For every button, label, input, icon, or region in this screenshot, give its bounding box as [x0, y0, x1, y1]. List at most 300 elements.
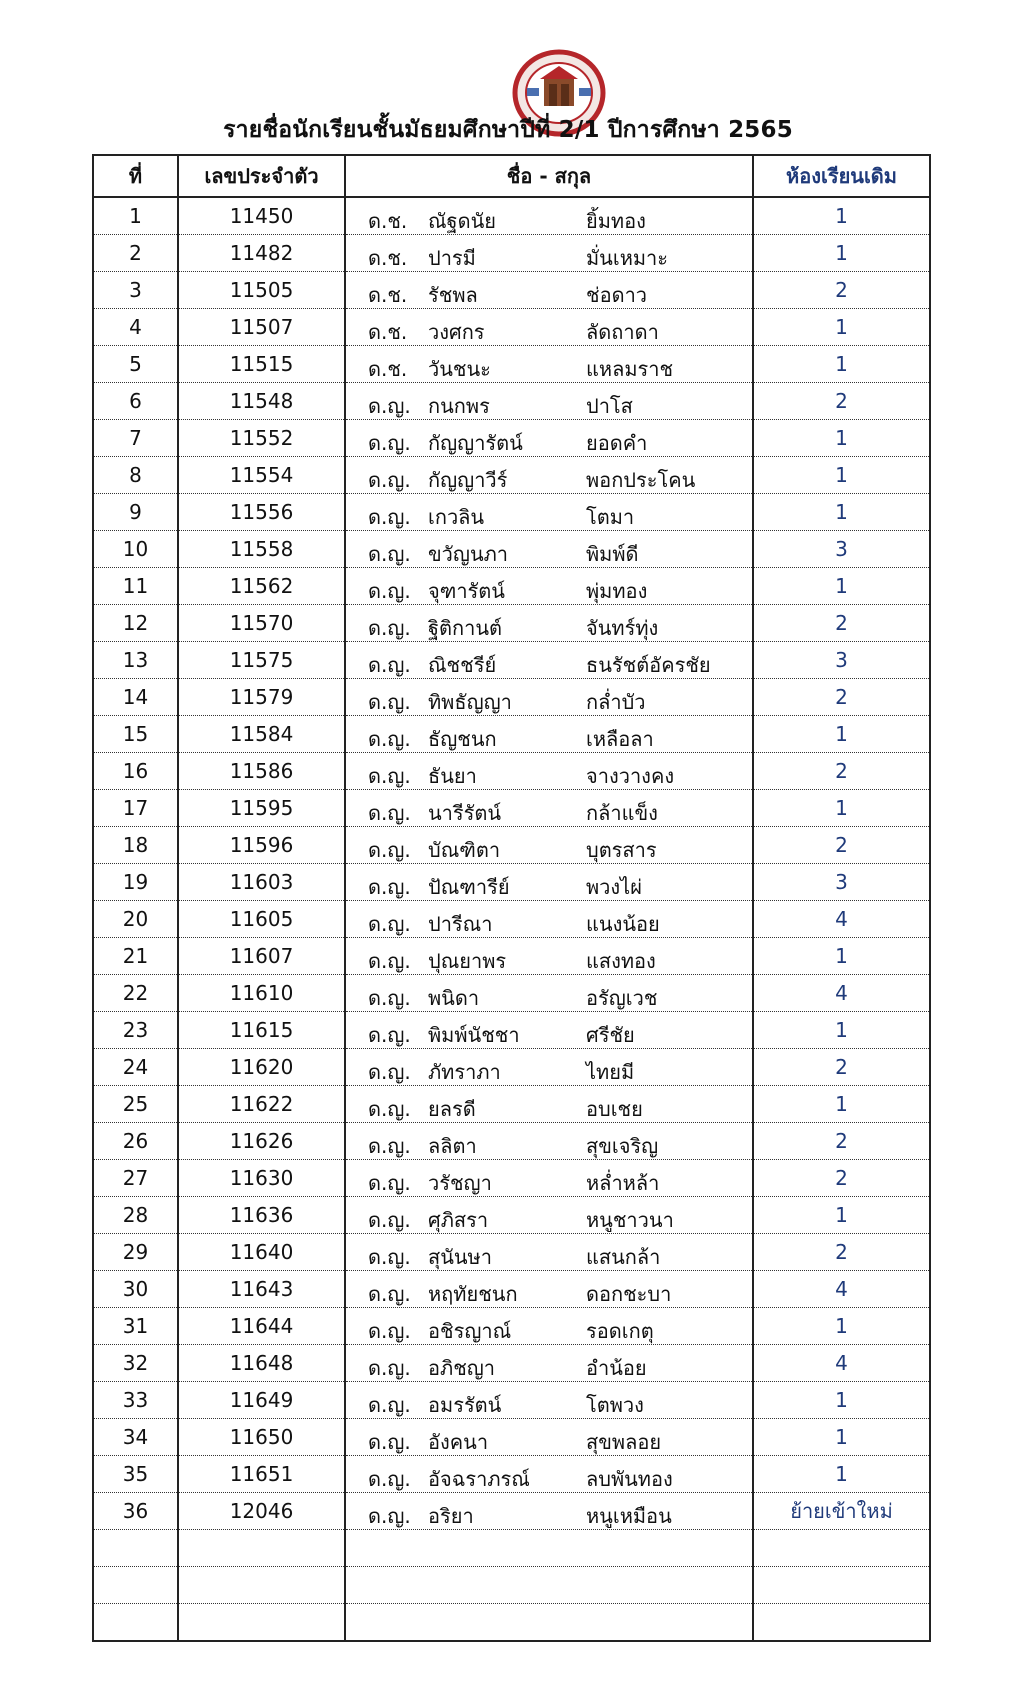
- table-row: [93, 1308, 930, 1345]
- empty-row: [93, 1567, 930, 1604]
- student-id: 11556: [178, 494, 345, 531]
- column-header-name: ชื่อ - สกุล: [345, 155, 753, 197]
- student-name: [345, 1012, 753, 1049]
- table-row: [93, 309, 930, 346]
- name-prefix: ด.ช.: [368, 283, 408, 307]
- last-name: ลัดถาดา: [586, 320, 659, 344]
- first-name: วรัชญา: [428, 1171, 492, 1195]
- name-prefix: ด.ญ.: [368, 949, 411, 973]
- table-row: [93, 1419, 930, 1456]
- student-name: [345, 457, 753, 494]
- student-name: [345, 1197, 753, 1234]
- row-number: 21: [93, 938, 178, 975]
- student-id: 11579: [178, 679, 345, 716]
- student-name: [345, 309, 753, 346]
- first-name: ศุภิสรา: [428, 1208, 489, 1232]
- name-prefix: ด.ช.: [368, 320, 408, 344]
- first-name: ณัฐดนัย: [428, 209, 496, 233]
- table-row: [93, 679, 930, 716]
- last-name: หล่ำหล้า: [586, 1171, 660, 1195]
- name-prefix: ด.ญ.: [368, 394, 411, 418]
- student-id: 11651: [178, 1456, 345, 1493]
- name-prefix: ด.ญ.: [368, 505, 411, 529]
- original-room: 3: [753, 531, 930, 568]
- first-name: ปัณฑารีย์: [428, 875, 510, 899]
- student-name: [345, 346, 753, 383]
- student-name: [345, 1123, 753, 1160]
- first-name: ภัทราภา: [428, 1060, 501, 1084]
- first-name: นารีรัตน์: [428, 801, 502, 825]
- row-number: 28: [93, 1197, 178, 1234]
- last-name: อรัญเวช: [586, 986, 658, 1010]
- student-id: 11548: [178, 383, 345, 420]
- last-name: แสงทอง: [586, 949, 656, 973]
- original-room: 3: [753, 642, 930, 679]
- first-name: อชิรญาณ์: [428, 1319, 512, 1343]
- student-id: 11596: [178, 827, 345, 864]
- student-id: 11607: [178, 938, 345, 975]
- row-number: 33: [93, 1382, 178, 1419]
- name-prefix: ด.ญ.: [368, 542, 411, 566]
- original-room: 1: [753, 346, 930, 383]
- original-room: 1: [753, 1382, 930, 1419]
- student-id: 11640: [178, 1234, 345, 1271]
- last-name: ยิ้มทอง: [586, 209, 646, 233]
- empty-cell: [93, 1567, 178, 1604]
- last-name: รอดเกตุ: [586, 1319, 654, 1343]
- first-name: บัณฑิตา: [428, 838, 501, 862]
- empty-cell: [178, 1530, 345, 1567]
- first-name: กัญญาวีร์: [428, 468, 508, 492]
- row-number: 13: [93, 642, 178, 679]
- first-name: ทิพธัญญา: [428, 690, 512, 714]
- student-id: 11450: [178, 197, 345, 235]
- name-prefix: ด.ช.: [368, 357, 408, 381]
- student-name: [345, 1419, 753, 1456]
- student-id: 11603: [178, 864, 345, 901]
- last-name: สุขพลอย: [586, 1430, 662, 1454]
- last-name: พุ่มทอง: [586, 579, 648, 603]
- row-number: 36: [93, 1493, 178, 1530]
- row-number: 14: [93, 679, 178, 716]
- original-room: 1: [753, 716, 930, 753]
- original-room: 4: [753, 1345, 930, 1382]
- student-id: 11507: [178, 309, 345, 346]
- last-name: เหลือลา: [586, 727, 654, 751]
- first-name: อริยา: [428, 1504, 474, 1528]
- name-prefix: ด.ญ.: [368, 1097, 411, 1121]
- row-number: 7: [93, 420, 178, 457]
- table-row: [93, 975, 930, 1012]
- last-name: โตพวง: [586, 1393, 644, 1417]
- row-number: 1: [93, 197, 178, 235]
- student-id: 11648: [178, 1345, 345, 1382]
- name-prefix: ด.ช.: [368, 246, 408, 270]
- first-name: ธันยา: [428, 764, 477, 788]
- student-name: [345, 1271, 753, 1308]
- table-row: [93, 753, 930, 790]
- column-header-student-id: เลขประจำตัว: [178, 155, 345, 197]
- name-prefix: ด.ญ.: [368, 468, 411, 492]
- last-name: พอกประโคน: [586, 468, 696, 492]
- last-name: อบเชย: [586, 1097, 643, 1121]
- first-name: ยลรดี: [428, 1097, 476, 1121]
- student-id: 11644: [178, 1308, 345, 1345]
- row-number: 5: [93, 346, 178, 383]
- name-prefix: ด.ญ.: [368, 912, 411, 936]
- original-room: ย้ายเข้าใหม่: [753, 1493, 930, 1530]
- student-id: 11610: [178, 975, 345, 1012]
- row-number: 3: [93, 272, 178, 309]
- empty-cell: [93, 1604, 178, 1642]
- student-name: [345, 568, 753, 605]
- name-prefix: ด.ญ.: [368, 875, 411, 899]
- student-id: 11650: [178, 1419, 345, 1456]
- last-name: ปาโส: [586, 394, 633, 418]
- student-id: 11595: [178, 790, 345, 827]
- row-number: 31: [93, 1308, 178, 1345]
- last-name: ยอดคำ: [586, 431, 648, 455]
- original-room: 2: [753, 679, 930, 716]
- first-name: ณิชชรีย์: [428, 653, 497, 677]
- first-name: วงศกร: [428, 320, 485, 344]
- first-name: สุนันษา: [428, 1245, 492, 1269]
- table-row: [93, 383, 930, 420]
- row-number: 29: [93, 1234, 178, 1271]
- table-row: [93, 1493, 930, 1530]
- table-row: [93, 531, 930, 568]
- student-id: 12046: [178, 1493, 345, 1530]
- student-roster-table: [92, 154, 931, 1642]
- row-number: 16: [93, 753, 178, 790]
- first-name: อภิชญา: [428, 1356, 496, 1380]
- student-id: 11575: [178, 642, 345, 679]
- original-room: 2: [753, 383, 930, 420]
- table-row: [93, 716, 930, 753]
- student-id: 11605: [178, 901, 345, 938]
- name-prefix: ด.ญ.: [368, 801, 411, 825]
- first-name: ลลิตา: [428, 1134, 477, 1158]
- row-number: 32: [93, 1345, 178, 1382]
- name-prefix: ด.ญ.: [368, 1393, 411, 1417]
- student-name: [345, 975, 753, 1012]
- first-name: อมรรัตน์: [428, 1393, 502, 1417]
- original-room: 1: [753, 235, 930, 272]
- row-number: 30: [93, 1271, 178, 1308]
- first-name: กนกพร: [428, 394, 490, 418]
- student-id: 11620: [178, 1049, 345, 1086]
- name-prefix: ด.ญ.: [368, 1060, 411, 1084]
- table-row: [93, 1160, 930, 1197]
- name-prefix: ด.ญ.: [368, 1134, 411, 1158]
- table-row: [93, 938, 930, 975]
- table-row: [93, 457, 930, 494]
- empty-cell: [93, 1530, 178, 1567]
- column-header-no: ที่: [93, 155, 178, 197]
- last-name: จางวางคง: [586, 764, 675, 788]
- last-name: หนูเหมือน: [586, 1504, 672, 1528]
- student-id: 11584: [178, 716, 345, 753]
- table-row: [93, 1345, 930, 1382]
- row-number: 20: [93, 901, 178, 938]
- student-name: [345, 642, 753, 679]
- name-prefix: ด.ญ.: [368, 653, 411, 677]
- original-room: 2: [753, 605, 930, 642]
- empty-cell: [345, 1530, 753, 1567]
- original-room: 1: [753, 568, 930, 605]
- student-id: 11643: [178, 1271, 345, 1308]
- last-name: ดอกชะบา: [586, 1282, 672, 1306]
- first-name: อังคนา: [428, 1430, 489, 1454]
- name-prefix: ด.ญ.: [368, 1245, 411, 1269]
- row-number: 26: [93, 1123, 178, 1160]
- student-name: [345, 1456, 753, 1493]
- name-prefix: ด.ญ.: [368, 1504, 411, 1528]
- student-name: [345, 605, 753, 642]
- first-name: ฐิติกานต์: [428, 616, 503, 640]
- name-prefix: ด.ญ.: [368, 838, 411, 862]
- table-row: [93, 346, 930, 383]
- original-room: 1: [753, 1012, 930, 1049]
- last-name: โตมา: [586, 505, 635, 529]
- student-name: [345, 753, 753, 790]
- name-prefix: ด.ญ.: [368, 727, 411, 751]
- table-row: [93, 790, 930, 827]
- table-row: [93, 235, 930, 272]
- name-prefix: ด.ญ.: [368, 616, 411, 640]
- student-id: 11586: [178, 753, 345, 790]
- original-room: 1: [753, 494, 930, 531]
- first-name: ธัญชนก: [428, 727, 497, 751]
- table-row: [93, 1197, 930, 1234]
- student-id: 11505: [178, 272, 345, 309]
- table-row: [93, 1456, 930, 1493]
- student-name: [345, 790, 753, 827]
- last-name: กล่ำบัว: [586, 690, 646, 714]
- row-number: 18: [93, 827, 178, 864]
- original-room: 2: [753, 827, 930, 864]
- original-room: 1: [753, 790, 930, 827]
- student-id: 11615: [178, 1012, 345, 1049]
- original-room: 2: [753, 1123, 930, 1160]
- row-number: 10: [93, 531, 178, 568]
- first-name: หฤทัยชนก: [428, 1282, 518, 1306]
- first-name: วันชนะ: [428, 357, 491, 381]
- first-name: เกวลิน: [428, 505, 485, 529]
- original-room: 4: [753, 1271, 930, 1308]
- name-prefix: ด.ญ.: [368, 1430, 411, 1454]
- table-row: [93, 197, 930, 235]
- empty-cell: [753, 1604, 930, 1642]
- original-room: 2: [753, 272, 930, 309]
- student-id: 11515: [178, 346, 345, 383]
- first-name: อัจฉราภรณ์: [428, 1467, 530, 1491]
- original-room: 1: [753, 1086, 930, 1123]
- original-room: 1: [753, 1419, 930, 1456]
- student-name: [345, 716, 753, 753]
- original-room: 1: [753, 420, 930, 457]
- original-room: 1: [753, 457, 930, 494]
- student-name: [345, 531, 753, 568]
- student-name: [345, 1308, 753, 1345]
- first-name: กัญญารัตน์: [428, 431, 523, 455]
- student-name: [345, 1345, 753, 1382]
- student-id: 11626: [178, 1123, 345, 1160]
- original-room: 1: [753, 1456, 930, 1493]
- name-prefix: ด.ญ.: [368, 1171, 411, 1195]
- student-name: [345, 827, 753, 864]
- student-name: [345, 272, 753, 309]
- first-name: พิมพ์นัชชา: [428, 1023, 520, 1047]
- student-id: 11630: [178, 1160, 345, 1197]
- student-name: [345, 1234, 753, 1271]
- last-name: แนงน้อย: [586, 912, 660, 936]
- student-id: 11649: [178, 1382, 345, 1419]
- last-name: พวงไผ่: [586, 875, 642, 899]
- row-number: 35: [93, 1456, 178, 1493]
- row-number: 6: [93, 383, 178, 420]
- last-name: แสนกล้า: [586, 1245, 661, 1269]
- original-room: 3: [753, 864, 930, 901]
- student-id: 11482: [178, 235, 345, 272]
- original-room: 1: [753, 309, 930, 346]
- student-name: [345, 197, 753, 235]
- name-prefix: ด.ญ.: [368, 764, 411, 788]
- table-row: [93, 642, 930, 679]
- last-name: พิมพ์ดี: [586, 542, 639, 566]
- first-name: ปารมี: [428, 246, 476, 270]
- student-name: [345, 1160, 753, 1197]
- name-prefix: ด.ญ.: [368, 986, 411, 1010]
- row-number: 2: [93, 235, 178, 272]
- student-name: [345, 235, 753, 272]
- table-row: [93, 605, 930, 642]
- table-row: [93, 1382, 930, 1419]
- last-name: ธนรัชต์อัครชัย: [586, 653, 711, 677]
- student-name: [345, 383, 753, 420]
- name-prefix: ด.ญ.: [368, 1467, 411, 1491]
- row-number: 15: [93, 716, 178, 753]
- name-prefix: ด.ญ.: [368, 1023, 411, 1047]
- student-id: 11622: [178, 1086, 345, 1123]
- empty-cell: [753, 1567, 930, 1604]
- last-name: สุขเจริญ: [586, 1134, 659, 1158]
- empty-cell: [753, 1530, 930, 1567]
- table-row: [93, 1271, 930, 1308]
- name-prefix: ด.ช.: [368, 209, 408, 233]
- first-name: ปุณยาพร: [428, 949, 507, 973]
- row-number: 27: [93, 1160, 178, 1197]
- row-number: 22: [93, 975, 178, 1012]
- table-row: [93, 864, 930, 901]
- table-row: [93, 1123, 930, 1160]
- first-name: จุฑารัตน์: [428, 579, 505, 603]
- name-prefix: ด.ญ.: [368, 1319, 411, 1343]
- student-id: 11554: [178, 457, 345, 494]
- last-name: ช่อดาว: [586, 283, 648, 307]
- first-name: ขวัญนภา: [428, 542, 509, 566]
- student-name: [345, 1049, 753, 1086]
- last-name: ศรีชัย: [586, 1023, 635, 1047]
- last-name: แหลมราช: [586, 357, 674, 381]
- table-row: [93, 827, 930, 864]
- first-name: ปารีณา: [428, 912, 493, 936]
- empty-row: [93, 1530, 930, 1567]
- original-room: 1: [753, 1308, 930, 1345]
- student-name: [345, 1086, 753, 1123]
- row-number: 8: [93, 457, 178, 494]
- row-number: 12: [93, 605, 178, 642]
- last-name: อำน้อย: [586, 1356, 647, 1380]
- first-name: รัชพล: [428, 283, 478, 307]
- row-number: 11: [93, 568, 178, 605]
- name-prefix: ด.ญ.: [368, 1356, 411, 1380]
- table-row: [93, 1049, 930, 1086]
- student-name: [345, 679, 753, 716]
- page-title: รายชื่อนักเรียนชั้นมัธยมศึกษาปีที่ 2/1 ปีการศึกษา 2565: [223, 117, 793, 143]
- last-name: ลบพันทอง: [586, 1467, 673, 1491]
- column-header-original-room: ห้องเรียนเดิม: [753, 155, 930, 197]
- original-room: 1: [753, 938, 930, 975]
- last-name: จันทร์ทุ่ง: [586, 616, 659, 640]
- last-name: บุตรสาร: [586, 838, 657, 862]
- row-number: 34: [93, 1419, 178, 1456]
- empty-cell: [345, 1567, 753, 1604]
- empty-cell: [178, 1567, 345, 1604]
- row-number: 4: [93, 309, 178, 346]
- table-row: [93, 1086, 930, 1123]
- student-id: 11636: [178, 1197, 345, 1234]
- student-id: 11570: [178, 605, 345, 642]
- name-prefix: ด.ญ.: [368, 431, 411, 455]
- name-prefix: ด.ญ.: [368, 1208, 411, 1232]
- student-id: 11552: [178, 420, 345, 457]
- row-number: 25: [93, 1086, 178, 1123]
- last-name: กล้าแข็ง: [586, 801, 658, 825]
- student-name: [345, 1493, 753, 1530]
- table-row: [93, 568, 930, 605]
- row-number: 24: [93, 1049, 178, 1086]
- student-name: [345, 420, 753, 457]
- original-room: 2: [753, 753, 930, 790]
- table-row: [93, 1012, 930, 1049]
- empty-cell: [178, 1604, 345, 1642]
- name-prefix: ด.ญ.: [368, 579, 411, 603]
- original-room: 4: [753, 901, 930, 938]
- original-room: 1: [753, 1197, 930, 1234]
- original-room: 2: [753, 1160, 930, 1197]
- table-header-row: [93, 155, 930, 197]
- first-name: พนิดา: [428, 986, 480, 1010]
- student-name: [345, 938, 753, 975]
- table-row: [93, 272, 930, 309]
- student-name: [345, 901, 753, 938]
- empty-row: [93, 1604, 930, 1642]
- student-id: 11558: [178, 531, 345, 568]
- table-body: [93, 197, 930, 1641]
- table-row: [93, 1234, 930, 1271]
- row-number: 9: [93, 494, 178, 531]
- row-number: 17: [93, 790, 178, 827]
- student-name: [345, 494, 753, 531]
- original-room: 1: [753, 197, 930, 235]
- student-name: [345, 864, 753, 901]
- original-room: 4: [753, 975, 930, 1012]
- table-row: [93, 901, 930, 938]
- empty-cell: [345, 1604, 753, 1642]
- last-name: มั่นเหมาะ: [586, 246, 669, 270]
- last-name: ไทยมี: [586, 1060, 635, 1084]
